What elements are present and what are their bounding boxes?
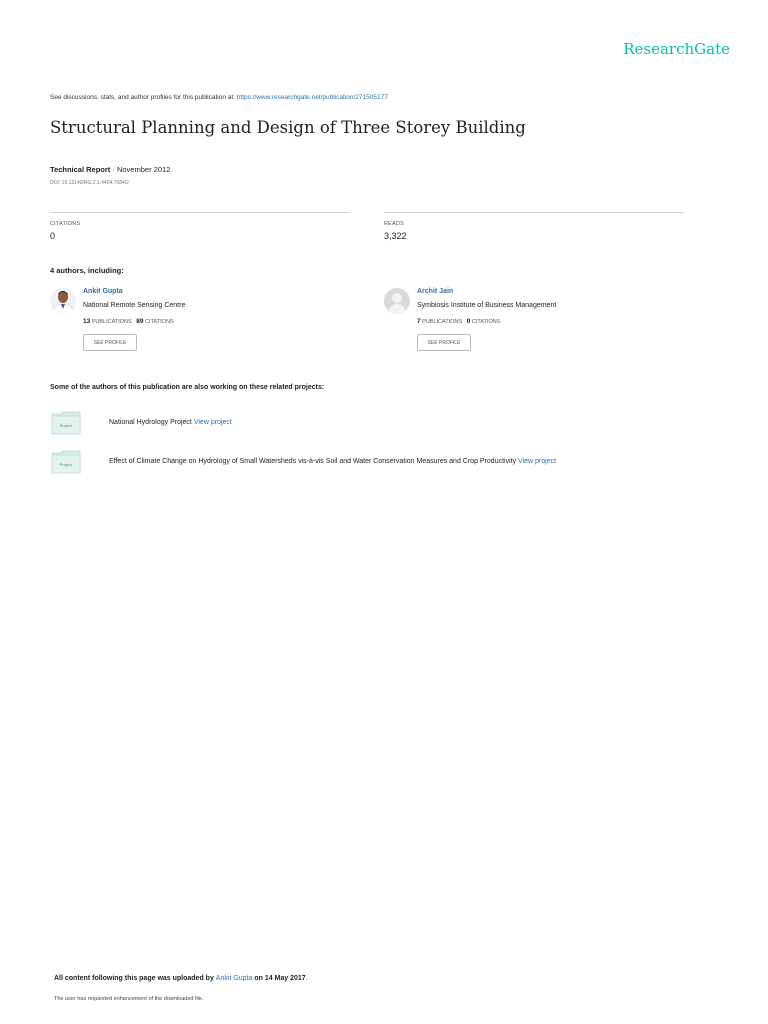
project-folder-icon [51,411,81,435]
project-name: Effect of Climate Change on Hydrology of Small Watersheds vis-à-vis Soil and Water Conservation Measures and Crop Productivity [109,458,517,465]
project-name: National Hydrology Project [109,419,192,426]
upload-prefix: All content following this page was uploaded by [54,975,216,982]
author-card [384,288,684,368]
author-institution: Symbiosis Institute of Business Management [417,302,557,309]
avatar[interactable] [384,288,410,314]
report-date: November 2012 [116,165,171,174]
citations-count: 0 [466,318,471,325]
citations-count: 89 [136,318,144,325]
enhancement-note: The user has requested enhancement of the downloaded file. [54,996,204,1002]
report-type: Technical Report [50,165,111,174]
report-type-line [50,165,170,174]
doi: DOI: 10.13140/RG.2.1.4404.7684/2 [50,180,129,186]
author-stats [417,318,500,325]
upload-middle: on [252,975,265,982]
see-profile-button[interactable]: SEE PROFILE [417,334,471,351]
project-row [109,458,556,465]
author-citations-label: CITATIONS [145,319,174,325]
upload-suffix: . [305,975,308,982]
project-icon-label: Project [59,423,73,428]
view-project-link[interactable]: View project [518,458,557,465]
view-project-link[interactable]: View project [193,419,232,426]
discussion-line [50,94,388,101]
upload-notice [54,975,308,982]
citations-label: CITATIONS [50,221,81,227]
author-photo-icon [50,288,76,314]
discussion-text: See discussions, stats, and author profiles for this publication at: [50,94,237,101]
project-icon-label: Project [59,462,73,467]
publication-url-link[interactable]: https://www.researchgate.net/publication/271505177 [236,94,388,101]
citations-value: 0 [50,231,56,241]
reads-value: 3,322 [384,231,407,241]
see-profile-button[interactable]: SEE PROFILE [83,334,137,351]
publications-count: 7 [417,318,421,325]
avatar[interactable] [50,288,76,314]
authors-heading: 4 authors, including: [50,266,124,275]
publications-count: 13 [83,318,91,325]
author-stats [83,318,174,325]
author-institution: National Remote Sensing Centre [83,302,186,309]
project-folder-icon [51,450,81,474]
publication-title: Structural Planning and Design of Three Storey Building [50,118,526,137]
default-avatar-icon [384,288,410,314]
author-name-link[interactable]: Archit Jain [417,288,454,295]
uploader-link[interactable]: Ankit Gupta [215,975,253,982]
project-row [109,419,232,426]
author-citations-label: CITATIONS [471,319,501,325]
related-projects-heading: Some of the authors of this publication are also working on these related projects: [50,384,325,391]
report-separator: · [110,165,117,174]
researchgate-logo[interactable]: ResearchGate [623,40,730,58]
publications-label: PUBLICATIONS [422,319,463,325]
author-name-link[interactable]: Ankit Gupta [83,288,123,295]
citations-divider [50,212,350,213]
publications-label: PUBLICATIONS [91,319,132,325]
author-card [50,288,350,368]
reads-divider [384,212,684,213]
reads-label: READS [384,221,404,227]
upload-date: 14 May 2017 [264,975,306,982]
